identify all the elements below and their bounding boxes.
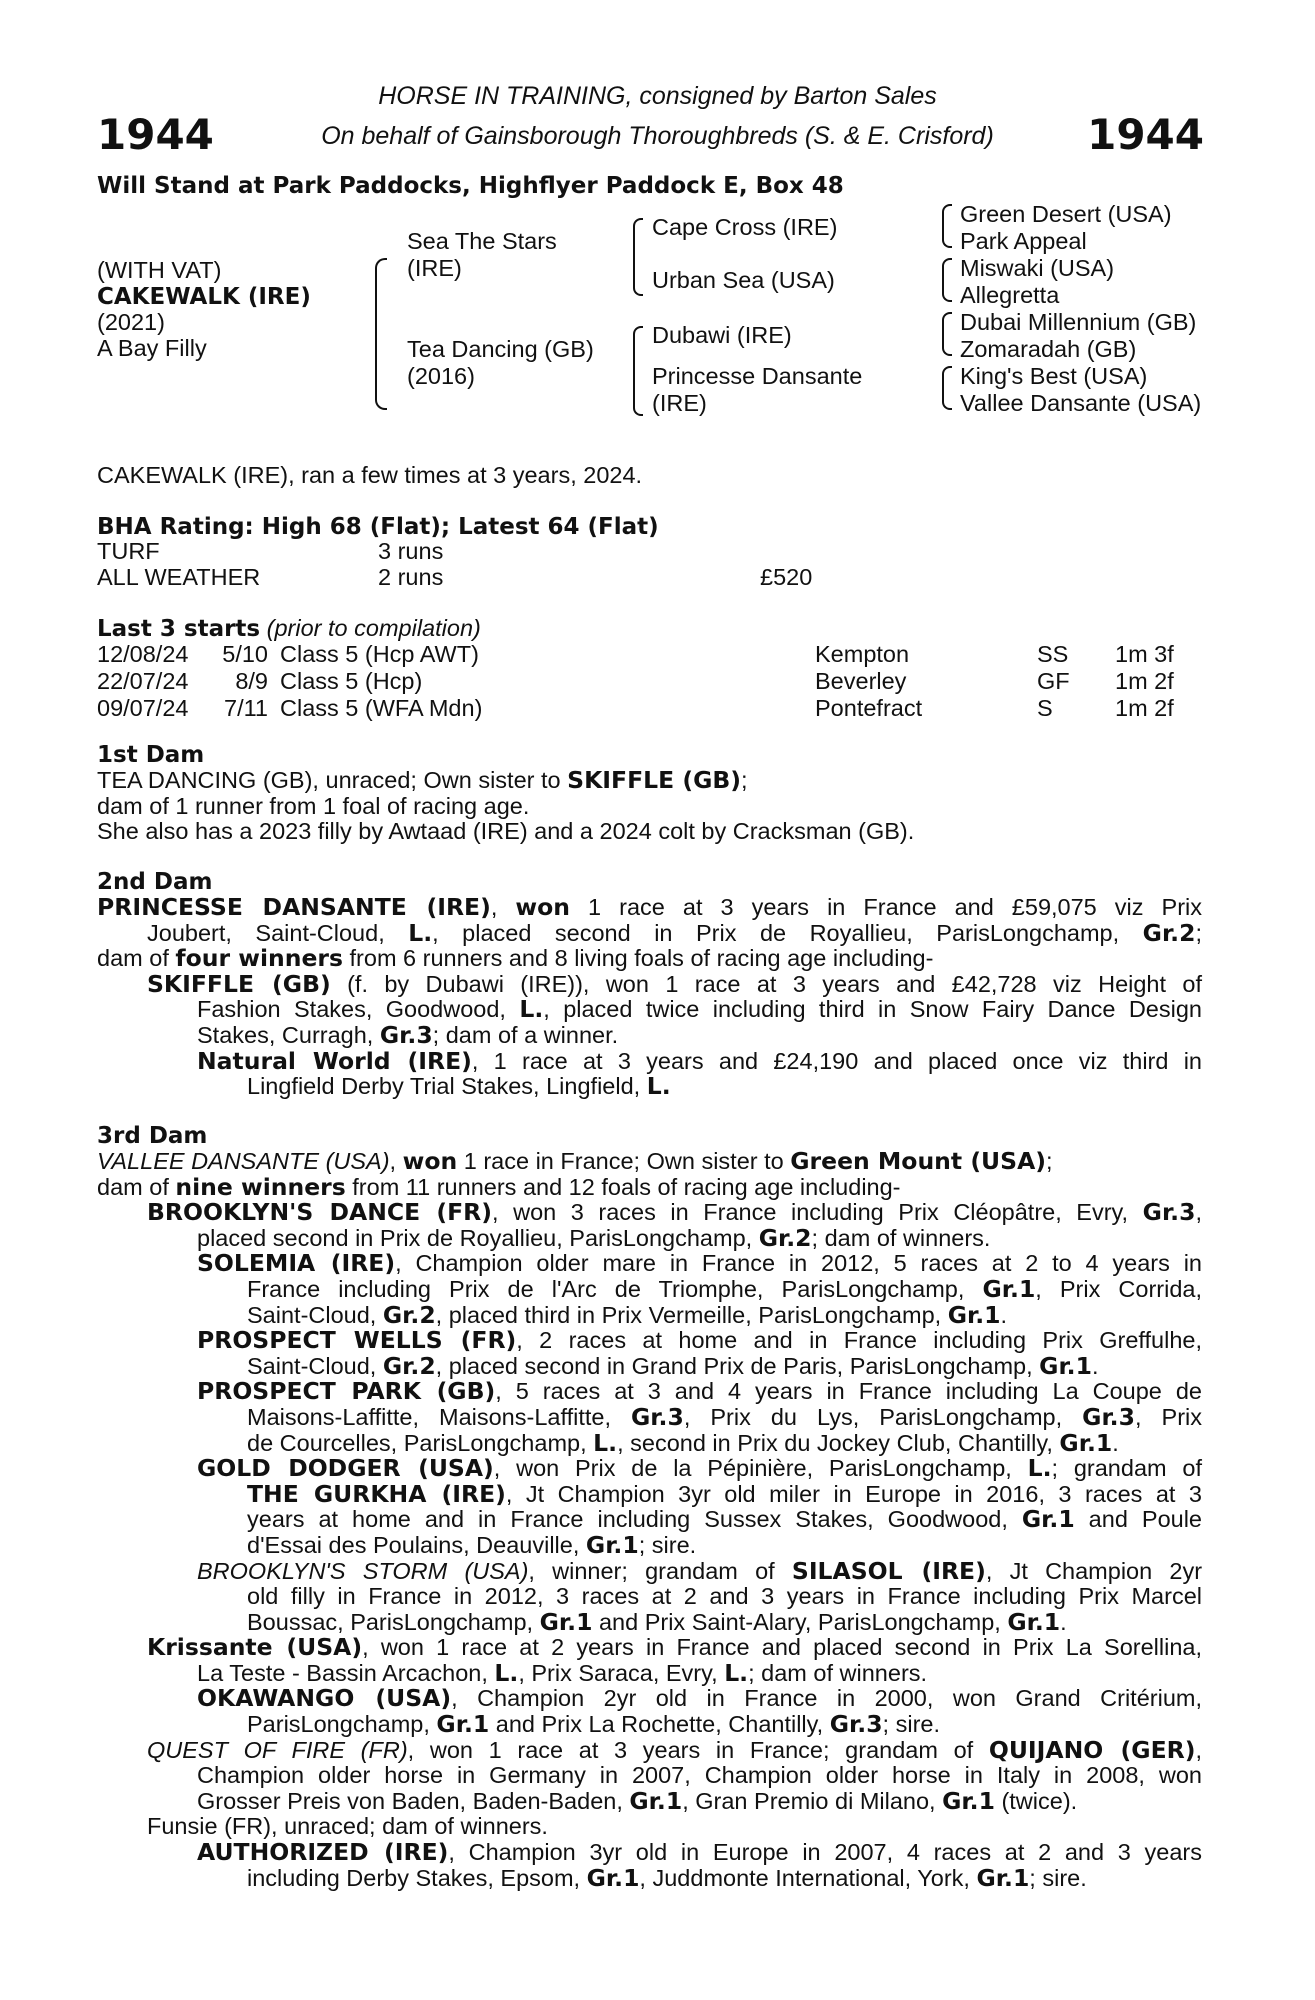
horse-ref: SILASOL (IRE) — [791, 1556, 986, 1585]
text: . — [1112, 1429, 1119, 1456]
dam3-title: 3rd Dam — [97, 1123, 208, 1149]
g3-ancestor-4: Allegretta — [960, 282, 1060, 308]
text: , placed twice including third in Snow Fairy Dance Design — [543, 996, 1202, 1023]
dam2-line — [97, 895, 1202, 921]
text: dam of — [97, 945, 176, 972]
dam2-line — [97, 918, 1202, 947]
lot-number-left: 1944 — [97, 110, 214, 159]
dam-year: (2016) — [407, 363, 475, 389]
text: won — [402, 1147, 458, 1175]
dam2-title: 2nd Dam — [97, 869, 213, 895]
text: d'Essai des Poulains, Deauville, — [247, 1531, 586, 1558]
dam3-line: old filly in France in 2012, 3 races at 2 and 3 years in France including Prix Marcel — [247, 1583, 1202, 1610]
horse-ref: QUEST OF FIRE (FR) — [147, 1736, 408, 1763]
race-summary: CAKEWALK (IRE), ran a few times at 3 years, 2024. — [97, 462, 643, 488]
text: Saint-Cloud, — [247, 1352, 383, 1379]
text: , — [490, 894, 516, 920]
pedigree-brace-dam — [633, 326, 643, 416]
text: ; dam of winners. — [811, 1224, 991, 1251]
stand-location: Will Stand at Park Paddocks, Highflyer Paddock E, Box 48 — [97, 173, 844, 199]
text: , Champion older mare in France in 2012, 5 races at 2 to 4 years in — [395, 1250, 1202, 1277]
text: from 6 runners and 8 living foals of racing age including- — [343, 945, 934, 972]
text: , 1 race at 3 years and £24,190 and placed once viz third in — [471, 1047, 1203, 1074]
text: (f. by Dubawi (IRE)), won 1 race at 3 years and £42,728 viz Height of — [330, 970, 1202, 997]
table-row — [97, 695, 1174, 722]
dam3-line — [97, 1428, 1202, 1457]
dam1-paragraph — [97, 768, 1202, 845]
text: Joubert, Saint-Cloud, — [147, 919, 409, 946]
dam2-line — [97, 946, 1202, 972]
grade: L. — [724, 1658, 749, 1687]
text: Grosser Preis von Baden, Baden-Baden, — [197, 1787, 630, 1814]
g3-ancestor-5: Dubai Millennium (GB) — [960, 309, 1197, 335]
foaling-year: (2021) — [97, 309, 165, 335]
grade: Gr.3 — [631, 1402, 684, 1431]
sire-name: Sea The Stars — [407, 228, 557, 254]
pedigree-brace-sire — [633, 218, 643, 296]
grade: Gr.1 — [539, 1607, 593, 1636]
text: ; dam of winners. — [748, 1659, 928, 1686]
g3-ancestor-7: King's Best (USA) — [960, 363, 1148, 389]
vat-note: (WITH VAT) — [97, 257, 222, 283]
horse-ref: Green Mount (USA) — [790, 1147, 1046, 1175]
start-position: 8/9 — [235, 668, 268, 694]
grade: L. — [593, 1428, 618, 1457]
text: ; sire. — [1029, 1864, 1087, 1891]
dam3-line — [97, 1530, 1202, 1559]
dam2-line — [97, 1074, 1202, 1100]
text: , Prix — [1134, 1403, 1202, 1430]
dam1-line — [97, 768, 1202, 794]
text: , 2 races at home and in France including Prix Greffulhe, — [516, 1327, 1202, 1354]
text: , Jt Champion 2yr — [985, 1557, 1203, 1584]
text: , Prix du Lys, ParisLongchamp, — [683, 1403, 1083, 1430]
text: years at home and in France including Sussex Stakes, Goodwood, — [247, 1506, 1022, 1533]
dam-sire: Dubawi (IRE) — [652, 322, 792, 348]
text: dam of — [97, 1173, 176, 1200]
text: and Poule — [1074, 1506, 1202, 1533]
text: ; grandam of — [1051, 1455, 1202, 1482]
rating-runs-turf: 3 runs — [378, 538, 444, 564]
dam3-line: Funsie (FR), unraced; dam of winners. — [147, 1813, 548, 1840]
g3-ancestor-8: Vallee Dansante (USA) — [960, 390, 1202, 416]
grade: L. — [494, 1658, 519, 1687]
dam2-line — [97, 997, 1202, 1023]
text: ; sire. — [638, 1531, 697, 1558]
text: Maisons-Laffitte, Maisons-Laffitte, — [247, 1403, 631, 1430]
text: , Prix Saraca, Evry, — [518, 1659, 725, 1686]
last-starts-heading — [97, 615, 481, 642]
text: ParisLongchamp, — [247, 1711, 437, 1738]
start-race: Class 5 (Hcp AWT) — [280, 641, 479, 667]
text: La Teste - Bassin Arcachon, — [197, 1659, 495, 1686]
start-course: Beverley — [815, 668, 907, 694]
grade: Gr.3 — [1082, 1402, 1135, 1431]
text: . — [1000, 1301, 1008, 1328]
grade: Gr.1 — [942, 1786, 995, 1815]
dam-dam-line1: Princesse Dansante — [652, 363, 863, 389]
last-starts-note: (prior to compilation) — [266, 615, 481, 641]
dam3-line — [97, 1149, 1202, 1175]
text: , Prix Corrida, — [1035, 1275, 1203, 1302]
text: nine winners — [175, 1172, 346, 1201]
dam3-line — [97, 1456, 1202, 1482]
sire-sire: Cape Cross (IRE) — [652, 214, 838, 240]
start-date: 09/07/24 — [97, 695, 189, 721]
grade: L. — [646, 1072, 671, 1101]
grade: Gr.2 — [1142, 918, 1196, 947]
grade: Gr.3 — [829, 1710, 883, 1739]
text: from 11 runners and 12 foals of racing age including- — [345, 1173, 901, 1200]
dam3-line — [97, 1274, 1203, 1303]
dam3-line — [97, 1786, 1202, 1815]
dam3-paragraph — [97, 1149, 1202, 1891]
text: (twice). — [994, 1787, 1078, 1814]
rating-earnings-aw: £520 — [760, 564, 813, 590]
text: Stakes, Curragh, — [197, 1021, 380, 1048]
text: , Champion 2yr old in France in 2000, won Grand Critérium, — [451, 1685, 1202, 1712]
g3-ancestor-1: Green Desert (USA) — [960, 201, 1172, 227]
text: Boussac, ParisLongchamp, — [247, 1608, 540, 1635]
grade: Gr.1 — [982, 1274, 1036, 1303]
dam2-paragraph — [97, 895, 1202, 1100]
text: , placed third in Prix Vermeille, ParisLongchamp, — [435, 1301, 948, 1328]
dam3-line — [97, 1556, 1203, 1585]
horse-ref: THE GURKHA (IRE) — [247, 1479, 506, 1508]
text: Fashion Stakes, Goodwood, — [197, 996, 520, 1023]
start-distance: 1m 3f — [1115, 641, 1174, 667]
text: , 5 races at 3 and 4 years in France including La Coupe de — [495, 1378, 1202, 1405]
pedigree-brace-g3-3 — [942, 312, 952, 356]
grade: Gr.1 — [629, 1786, 683, 1815]
text: , Champion 3yr old in Europe in 2007, 4 races at 2 and 3 years — [448, 1839, 1202, 1866]
text: placed second in Prix de Royallieu, ParisLongchamp, — [197, 1224, 759, 1251]
text: Saint-Cloud, — [247, 1301, 383, 1328]
dam3-line: Champion older horse in Germany in 2007, Champion older horse in Italy in 2008, won — [197, 1762, 1202, 1789]
dam2-line — [97, 969, 1202, 998]
start-going: GF — [1037, 668, 1070, 694]
dam3-line — [97, 1635, 1202, 1661]
sire-dam: Urban Sea (USA) — [652, 267, 835, 293]
text: , Gran Premio di Milano, — [682, 1787, 943, 1814]
text: ; — [1195, 919, 1202, 946]
rating-surface-aw: ALL WEATHER — [97, 564, 261, 590]
horse-ref: BROOKLYN'S DANCE (FR) — [147, 1198, 493, 1227]
text: ; — [741, 767, 748, 793]
text: four winners — [175, 944, 343, 973]
text: , second in Prix du Jockey Club, Chantilly, — [617, 1429, 1060, 1456]
text: , — [389, 1148, 403, 1174]
grade: Gr.1 — [585, 1530, 639, 1559]
text: ; — [1046, 1148, 1053, 1174]
horse-ref: Natural World (IRE) — [197, 1046, 472, 1075]
grade: Gr.3 — [1142, 1198, 1196, 1227]
dam3-line — [97, 1607, 1202, 1636]
text: , — [1195, 1199, 1202, 1226]
vendor-line: On behalf of Gainsborough Thoroughbreds (S. & E. Crisford) — [321, 122, 994, 150]
text: France including Prix de l'Arc de Triomphe, ParisLongchamp, — [247, 1275, 983, 1302]
text: , won 3 races in France including Prix Cléopâtre, Evry, — [492, 1199, 1143, 1226]
lot-number-right: 1944 — [1087, 110, 1204, 159]
horse-ref: VALLEE DANSANTE (USA) — [97, 1148, 390, 1174]
text: . — [1060, 1608, 1067, 1635]
dam1-line: dam of 1 runner from 1 foal of racing age. — [97, 792, 530, 819]
table-row — [97, 641, 1174, 668]
dam3-line — [97, 1300, 1202, 1329]
last-starts-table — [97, 641, 1174, 722]
dam3-line — [97, 1840, 1202, 1866]
grade: Gr.2 — [382, 1300, 436, 1329]
g3-ancestor-2: Park Appeal — [960, 228, 1087, 254]
grade: Gr.2 — [758, 1223, 812, 1252]
text: 1 race in France; Own sister to — [457, 1148, 791, 1174]
text: 1 race at 3 years in France and £59,075 viz Prix — [570, 894, 1203, 920]
horse-ref: PROSPECT PARK (GB) — [197, 1377, 496, 1406]
text: , won Prix de la Pépinière, ParisLongchamp, — [493, 1455, 1028, 1482]
pedigree-brace-g3-2 — [942, 258, 952, 302]
horse-name: CAKEWALK (IRE) — [97, 284, 311, 310]
text: , won 1 race at 3 years in France; grandam of — [407, 1736, 989, 1763]
horse-ref: OKAWANGO (USA) — [197, 1684, 452, 1713]
horse-ref: PROSPECT WELLS (FR) — [197, 1326, 517, 1355]
grade: Gr.2 — [382, 1351, 436, 1380]
start-date: 22/07/24 — [97, 668, 189, 694]
grade: Gr.1 — [976, 1863, 1030, 1892]
g3-ancestor-6: Zomaradah (GB) — [960, 336, 1137, 362]
g3-ancestor-3: Miswaki (USA) — [960, 255, 1115, 281]
grade: Gr.1 — [1021, 1505, 1075, 1534]
dam3-line — [97, 1172, 1202, 1201]
text: Lingfield Derby Trial Stakes, Lingfield, — [247, 1073, 647, 1100]
start-course: Kempton — [815, 641, 910, 667]
pedigree-brace-g3-4 — [942, 366, 952, 410]
grade: Gr.3 — [379, 1020, 433, 1049]
dam3-line — [97, 1658, 1202, 1687]
grade: Gr.1 — [436, 1710, 490, 1739]
dam3-line — [97, 1328, 1202, 1354]
text: and Prix La Rochette, Chantilly, — [489, 1711, 830, 1738]
text: won — [515, 893, 570, 921]
start-position: 5/10 — [222, 641, 268, 667]
dam3-line — [97, 1402, 1202, 1431]
rating-surface-turf: TURF — [97, 538, 160, 564]
grade: Gr.1 — [947, 1300, 1001, 1329]
horse-ref: PRINCESSE DANSANTE (IRE) — [97, 893, 491, 921]
pedigree-brace-g3-1 — [942, 204, 952, 248]
horse-ref: AUTHORIZED (IRE) — [197, 1838, 449, 1867]
text: , won 1 race at 2 years in France and placed second in Prix La Sorellina, — [362, 1634, 1202, 1661]
start-date: 12/08/24 — [97, 641, 189, 667]
dam3-line — [97, 1379, 1202, 1405]
start-course: Pontefract — [815, 695, 923, 721]
text: ; dam of a winner. — [432, 1021, 619, 1048]
dam1-line: She also has a 2023 filly by Awtaad (IRE) and a 2024 colt by Cracksman (GB). — [97, 818, 915, 845]
pedigree-brace-main — [375, 258, 387, 410]
horse-ref: SKIFFLE (GB) — [567, 766, 742, 794]
text: , winner; grandam of — [528, 1557, 792, 1584]
dam1-title: 1st Dam — [97, 742, 205, 768]
text: ; sire. — [882, 1711, 941, 1738]
dam3-line — [97, 1251, 1202, 1277]
dam2-line — [97, 1046, 1203, 1075]
dam3-line — [97, 1863, 1202, 1892]
text: , Jt Champion 3yr old miler in Europe in 2016, 3 races at 3 — [505, 1480, 1202, 1507]
horse-ref: GOLD DODGER (USA) — [197, 1454, 494, 1483]
start-going: S — [1037, 695, 1053, 721]
text: , Juddmonte International, York, — [639, 1864, 977, 1891]
text: . — [1091, 1352, 1099, 1379]
grade: L. — [408, 918, 433, 947]
text: , placed second in Grand Prix de Paris, ParisLongchamp, — [435, 1352, 1040, 1379]
grade: Gr.1 — [1059, 1428, 1113, 1457]
text: , placed second in Prix de Royallieu, ParisLongchamp, — [432, 919, 1143, 946]
text: TEA DANCING (GB), unraced; Own sister to — [97, 767, 568, 793]
horse-ref: SKIFFLE (GB) — [147, 969, 331, 998]
last-starts-title: Last 3 starts — [97, 616, 261, 642]
consignment-line: HORSE IN TRAINING, consigned by Barton Sales — [378, 82, 937, 110]
start-position: 7/11 — [224, 695, 268, 721]
start-going: SS — [1037, 641, 1069, 667]
text: de Courcelles, ParisLongchamp, — [247, 1429, 594, 1456]
dam3-line — [97, 1479, 1202, 1508]
start-race: Class 5 (Hcp) — [280, 668, 423, 694]
sire-country: (IRE) — [407, 255, 462, 281]
dam-name: Tea Dancing (GB) — [407, 336, 594, 362]
dam3-line — [97, 1686, 1202, 1712]
grade: L. — [1027, 1454, 1052, 1483]
grade: Gr.1 — [586, 1863, 640, 1892]
text: including Derby Stakes, Epsom, — [247, 1864, 587, 1891]
horse-ref: Krissante (USA) — [147, 1633, 363, 1662]
start-race: Class 5 (WFA Mdn) — [280, 695, 483, 721]
start-distance: 1m 2f — [1115, 695, 1174, 721]
rating-runs-aw: 2 runs — [378, 564, 444, 590]
grade: Gr.1 — [1007, 1607, 1061, 1636]
text: and Prix Saint-Alary, ParisLongchamp, — [592, 1608, 1008, 1635]
dam3-line — [97, 1507, 1202, 1533]
horse-ref: BROOKLYN'S STORM (USA) — [197, 1557, 529, 1584]
grade: L. — [519, 995, 544, 1024]
dam3-line — [97, 1223, 1202, 1252]
bha-rating: BHA Rating: High 68 (Flat); Latest 64 (Flat) — [97, 514, 659, 540]
dam3-line — [97, 1200, 1202, 1226]
dam2-line — [97, 1020, 1202, 1049]
grade: Gr.1 — [1039, 1351, 1092, 1380]
table-row — [97, 668, 1174, 695]
horse-ref: QUIJANO (GER) — [988, 1735, 1196, 1764]
dam-dam-line2: (IRE) — [652, 390, 707, 416]
horse-description: A Bay Filly — [97, 335, 207, 361]
horse-ref: SOLEMIA (IRE) — [197, 1249, 396, 1278]
dam3-line — [97, 1712, 1202, 1738]
text: , — [1195, 1736, 1203, 1763]
dam3-line — [97, 1735, 1203, 1764]
start-distance: 1m 2f — [1115, 668, 1174, 694]
dam3-line — [97, 1351, 1202, 1380]
